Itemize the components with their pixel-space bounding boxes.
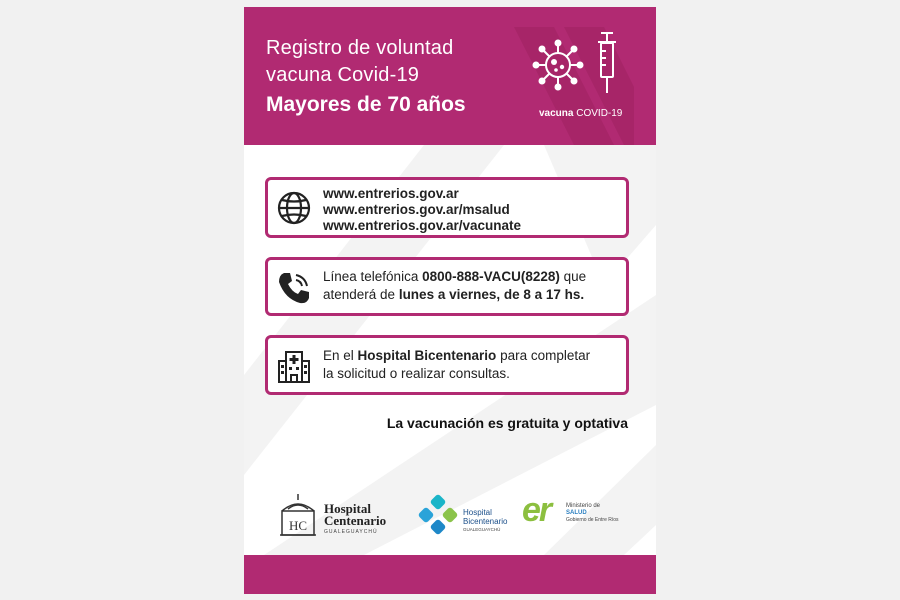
tag-bold: vacuna — [539, 108, 574, 119]
bicentenario-city: GUALEGUAYCHÚ — [463, 527, 501, 532]
hospital-card — [265, 335, 629, 395]
tag-rest: COVID-19 — [576, 108, 623, 119]
ministerio-salud-logo — [522, 491, 642, 537]
ministerio-line-2: SALUD — [566, 510, 587, 516]
hospital-text-1: En el — [323, 348, 358, 363]
ministerio-line-3: Gobierno de Entre Ríos — [566, 517, 619, 523]
centenario-line-1: Hospital — [324, 501, 371, 516]
phone-icon — [276, 270, 312, 306]
web-link-2[interactable]: www.entrerios.gov.ar/msalud — [323, 202, 510, 217]
phone-text-3: atenderá de — [323, 287, 399, 302]
hospital-line-1 — [323, 347, 590, 365]
web-card — [265, 177, 629, 238]
web-link-3[interactable]: www.entrerios.gov.ar/vacunate — [323, 218, 522, 233]
title-line-1: Registro de voluntad — [266, 37, 454, 59]
globe-icon — [276, 190, 312, 226]
phone-line-2 — [323, 286, 586, 304]
phone-text-1: Línea telefónica — [323, 269, 423, 284]
hospital-text-2: para completar — [496, 348, 591, 363]
ministerio-line-1: Ministerio de — [566, 503, 601, 509]
er-mark: er — [522, 491, 551, 529]
bicentenario-line-1: Hospital — [463, 508, 492, 517]
hospital-name: Hospital Bicentenario — [357, 348, 497, 363]
hospital-icon — [276, 348, 312, 384]
bicentenario-line-2: Bicentenario — [463, 517, 508, 526]
syringe-icon — [595, 31, 619, 97]
phone-hours: lunes a viernes, de 8 a 17 hs. — [398, 287, 585, 302]
poster — [244, 7, 656, 594]
vacuna-covid-tag — [539, 108, 622, 119]
hospital-centenario-logo — [278, 493, 408, 539]
hospital-centenario-emblem — [278, 493, 318, 537]
title-line-2: vacuna Covid-19 — [266, 64, 420, 86]
bicentenario-emblem — [418, 494, 458, 536]
web-link-1[interactable]: www.entrerios.gov.ar — [323, 186, 459, 201]
centenario-city: GUALEGUAYCHÚ — [324, 529, 378, 535]
virus-icon — [532, 39, 584, 91]
header-banner — [244, 7, 656, 145]
phone-text-2: que — [559, 269, 587, 284]
phone-number[interactable]: 0800-888-VACU(8228) — [422, 269, 560, 284]
title-bold: Mayores de 70 años — [266, 93, 466, 116]
phone-card — [265, 257, 629, 316]
bottom-bar — [244, 555, 656, 594]
hospital-bicentenario-logo — [418, 494, 518, 540]
hospital-line-2: la solicitud o realizar consultas. — [323, 366, 510, 381]
free-vaccination-note: La vacunación es gratuita y optativa — [386, 415, 628, 431]
phone-line-1 — [323, 268, 586, 286]
hc-monogram: HC — [288, 518, 308, 533]
centenario-line-2: Centenario — [324, 513, 387, 528]
